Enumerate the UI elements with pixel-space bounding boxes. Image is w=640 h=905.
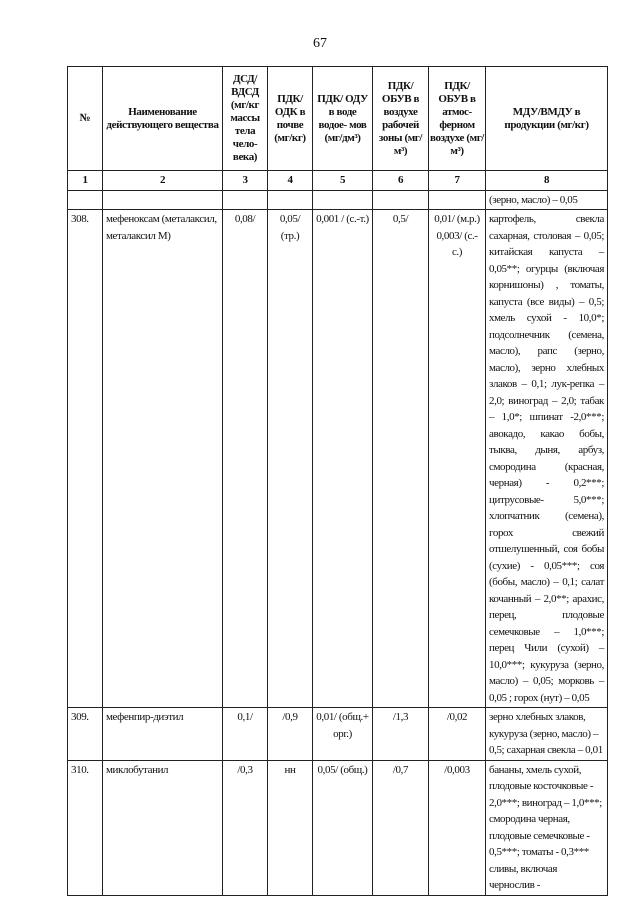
pdk-water-value: 0,05/ (общ.) [313,760,373,895]
substance-name: мефенпир-диэтил [103,708,223,761]
mdu-value: картофель, свекла сахарная, столовая – 0,05; китайская капуста – 0,05**; огурцы (включая корнишоны) , томаты, капуста (все виды) – 0,5; хмель сухой - 10,0*; подсолнечник (семена, масло), рапс (зерно, масло), зерно хлебных злаков – 0,1; лук-репка – 2,0; виноград – 2,0; табак – 1,0*; шпинат -2,0***; авокадо, какао бобы, тыква, дыня, арбуз, смородина (красная, черная) - 0,2***; цитрусовые- 5,0***; хлопчатник (семена), горох свежий отшелушенный, соя бобы (сухие) - 0,05***; соя (бобы, масло) – 0,1; салат кочанный – 2,0**; арахис, перец, плодовые семечковые – 1,0***; перец Чили (сухой) – 10,0***; кукуруза (зерно, масло) – 0,05; морковь – 0,05 ; горох (нут) – 0,05 [486,210,608,708]
continuation-row [68,190,608,210]
row-number: 309. [68,708,103,761]
regulation-table [67,66,608,896]
substance-name: мефеноксам (металаксил, металаксил М) [103,210,223,708]
table-row [68,708,608,761]
pdk-atm-air-value: /0,003 [429,760,486,895]
column-number: 6 [373,171,429,191]
continuation-text: (зерно, масло) – 0,05 [486,190,608,210]
header-pdk-odk: ПДК/ ОДК в почве (мг/кг) [268,67,313,171]
row-number: 310. [68,760,103,895]
substance-name: миклобутанил [103,760,223,895]
column-number: 7 [429,171,486,191]
pdk-water-value: 0,01/ (общ.+ орг.) [313,708,373,761]
column-number: 1 [68,171,103,191]
pdk-soil-value: нн [268,760,313,895]
column-number: 3 [223,171,268,191]
header-mdu: МДУ/ВМДУ в продукции (мг/кг) [486,67,608,171]
pdk-work-air-value: 0,5/ [373,210,429,708]
header-pdk-obuv-atm: ПДК/ ОБУВ в атмос- ферном воздухе (мг/м³) [429,67,486,171]
mdu-value: бананы, хмель сухой, плодовые косточковые - 2,0***; виноград – 1,0***; смородина черная, плодовые семечковые - 0,5***; томаты - 0,3*** сливы, включая чернослив - [486,760,608,895]
dsd-value: 0,08/ [223,210,268,708]
header-pdk-odu: ПДК/ ОДУ в воде водое- мов (мг/дм³) [313,67,373,171]
header-num: № [68,67,103,171]
mdu-value: зерно хлебных злаков, кукуруза (зерно, масло) – 0,5; сахарная свекла – 0,01 [486,708,608,761]
pdk-atm-air-value: 0,01/ (м.р.) 0,003/ (с.-с.) [429,210,486,708]
header-row [68,67,608,171]
pdk-atm-air-value: /0,02 [429,708,486,761]
pdk-soil-value: /0,9 [268,708,313,761]
header-dsd: ДСД/ ВДСД (мг/кг массы тела чело- века) [223,67,268,171]
column-number-row [68,171,608,191]
pdk-work-air-value: /1,3 [373,708,429,761]
dsd-value: /0,3 [223,760,268,895]
column-number: 4 [268,171,313,191]
table-row [68,210,608,708]
pdk-soil-value: 0,05/ (тр.) [268,210,313,708]
page-number: 67 [313,36,327,51]
column-number: 8 [486,171,608,191]
column-number: 5 [313,171,373,191]
header-pdk-obuv-work: ПДК/ ОБУВ в воздухе рабочей зоны (мг/м³) [373,67,429,171]
table-row [68,760,608,895]
column-number: 2 [103,171,223,191]
pdk-work-air-value: /0,7 [373,760,429,895]
pdk-water-value: 0,001 / (с.-т.) [313,210,373,708]
row-number: 308. [68,210,103,708]
dsd-value: 0,1/ [223,708,268,761]
header-name: Наименование действующего вещества [103,67,223,171]
